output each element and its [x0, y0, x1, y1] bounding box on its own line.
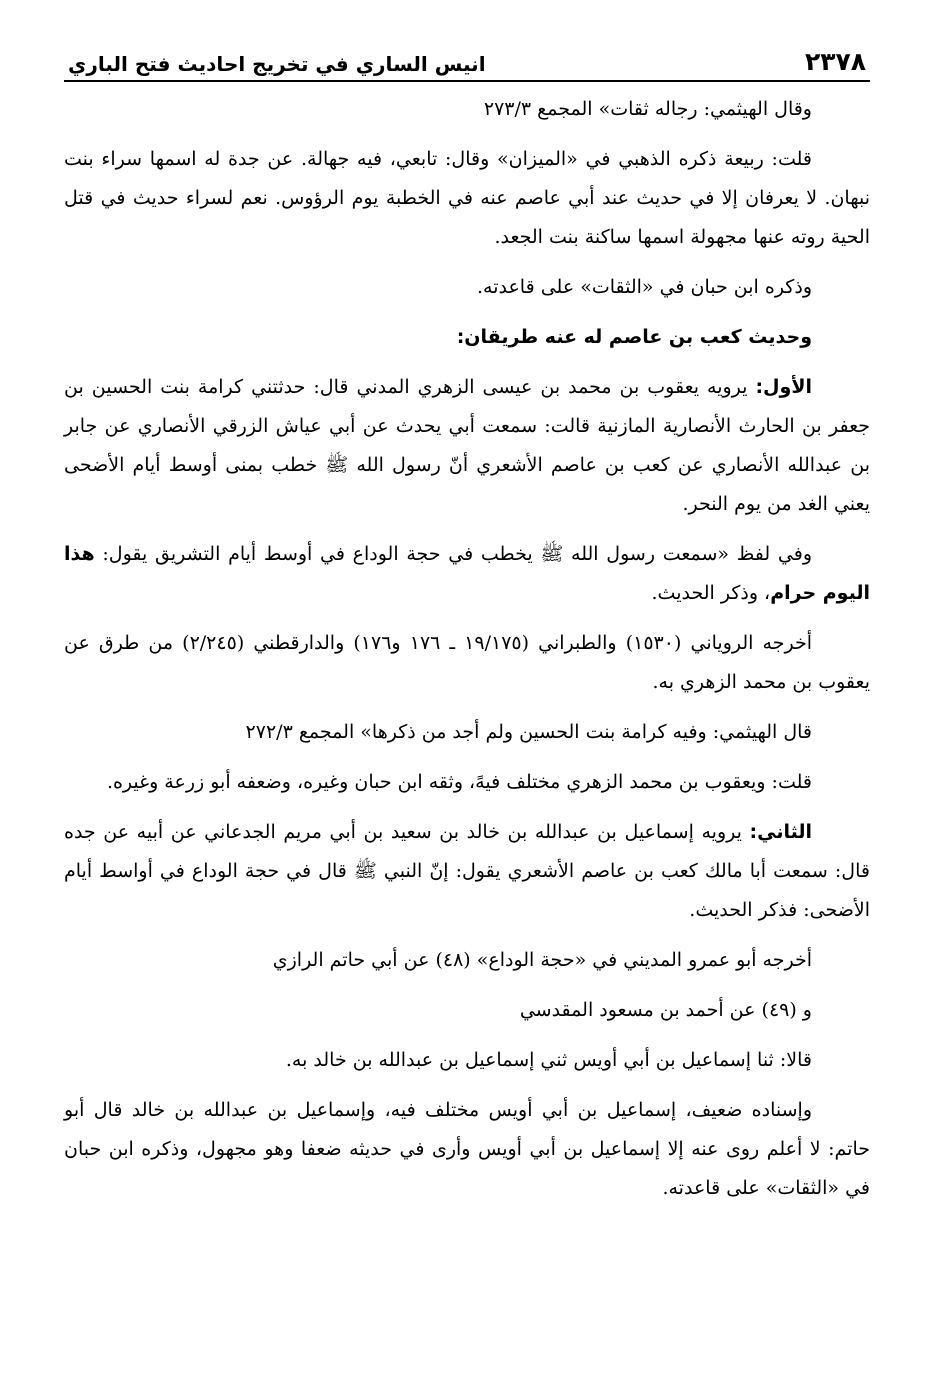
page-number: ٢٣٧٨ [804, 47, 866, 76]
paragraph-haythami-1: وقال الهيثمي: رجاله ثقات» المجمع ٢٧٣/٣ [483, 98, 812, 120]
paragraph-rabia: قلت: ربيعة ذكره الذهبي في «الميزان» وقال: تابعي، فيه جهالة. عن جدة له اسمها سراء بنت نبهان. لا يعرفان إلا في حديث عند أبي عاصم عنه في الخطبة يوم الرؤوس. نعم لسراء حديث في قتل الحية روته عنها مجهولة اسمها ساكنة بنت الجعد. [64, 148, 870, 248]
first-route-text: يرويه يعقوب بن محمد بن عيسى الزهري المدني قال: حدثتني كرامة بنت الحسين بن جعفر بن الحارث الأنصارية المازنية قالت: سمعت أبي يحدث عن أبي عياش الزرقي الأنصاري عن جابر بن عبدالله الأنصاري عن كعب بن عاصم الأشعري أنّ رسول الله ﷺ خطب بمنى أوسط أيام الأضحى يعني الغد من يوم النحر. [64, 376, 870, 515]
other-wording-bold: هذا اليوم حرام [64, 543, 870, 604]
paragraph-haythami-2: قال الهيثمي: وفيه كرامة بنت الحسين ولم أجد من ذكرها» المجمع ٢٧٢/٣ [245, 721, 812, 743]
paragraph-takhrij-2: أخرجه أبو عمرو المديني في «حجة الوداع» (٤٨) عن أبي حاتم الرازي [272, 949, 812, 971]
first-route-label: الأول: [755, 376, 812, 398]
section-heading: وحديث كعب بن عاصم له عنه طريقان: [456, 326, 812, 348]
paragraph-yaqub: قلت: ويعقوب بن محمد الزهري مختلف فيهً، وثقه ابن حبان وغيره، وضعفه أبو زرعة وغيره. [106, 771, 812, 793]
paragraph-first-route [64, 368, 870, 524]
second-route-text: يرويه إسماعيل بن عبدالله بن خالد بن سعيد بن أبي مريم الجدعاني عن أبيه عن جده قال: سمعت أبا مالك كعب بن عاصم الأشعري يقول: إنّ النبي ﷺ قال في حجة الوداع في أواسط أيام الأضحى: فذكر الحديث. [64, 821, 870, 921]
paragraph-takhrij-1: أخرجه الروياني (١٥٣٠) والطبراني (١٩/١٧٥ ـ ١٧٦ و١٧٦) والدارقطني (٢/٢٤٥) من طرق عن يعقوب بن محمد الزهري به. [64, 632, 870, 693]
paragraph-other-wording [64, 535, 870, 613]
paragraph-takhrij-3: و (٤٩) عن أحمد بن مسعود المقدسي [519, 999, 812, 1021]
page-body [64, 90, 870, 1208]
document-page [64, 40, 870, 1208]
paragraph-second-route [64, 813, 870, 930]
second-route-label: الثاني: [749, 821, 812, 843]
paragraph-isnad: وإسناده ضعيف، إسماعيل بن أبي أويس مختلف فيه، وإسماعيل بن عبدالله بن خالد قال أبو حاتم: لا أعلم روى عنه إلا إسماعيل بن أبي أويس وأرى في حديثه ضعفا وهو مجهول، وذكره ابن حبان في «الثقات» على قاعدته. [64, 1099, 870, 1199]
other-wording-text: وفي لفظ «سمعت رسول الله ﷺ يخطب في حجة الوداع في أوسط أيام التشريق يقول: [94, 543, 812, 565]
book-title: انيس الساري في تخريج احاديث فتح الباري [68, 52, 486, 76]
paragraph-takhrij-4: قالا: ثنا إسماعيل بن أبي أويس ثني إسماعيل بن عبدالله بن خالد به. [285, 1049, 812, 1071]
page-header [64, 40, 870, 82]
other-wording-end: ، وذكر الحديث. [651, 582, 771, 604]
paragraph-ibn-hibban-1: وذكره ابن حبان في «الثقات» على قاعدته. [476, 276, 812, 298]
